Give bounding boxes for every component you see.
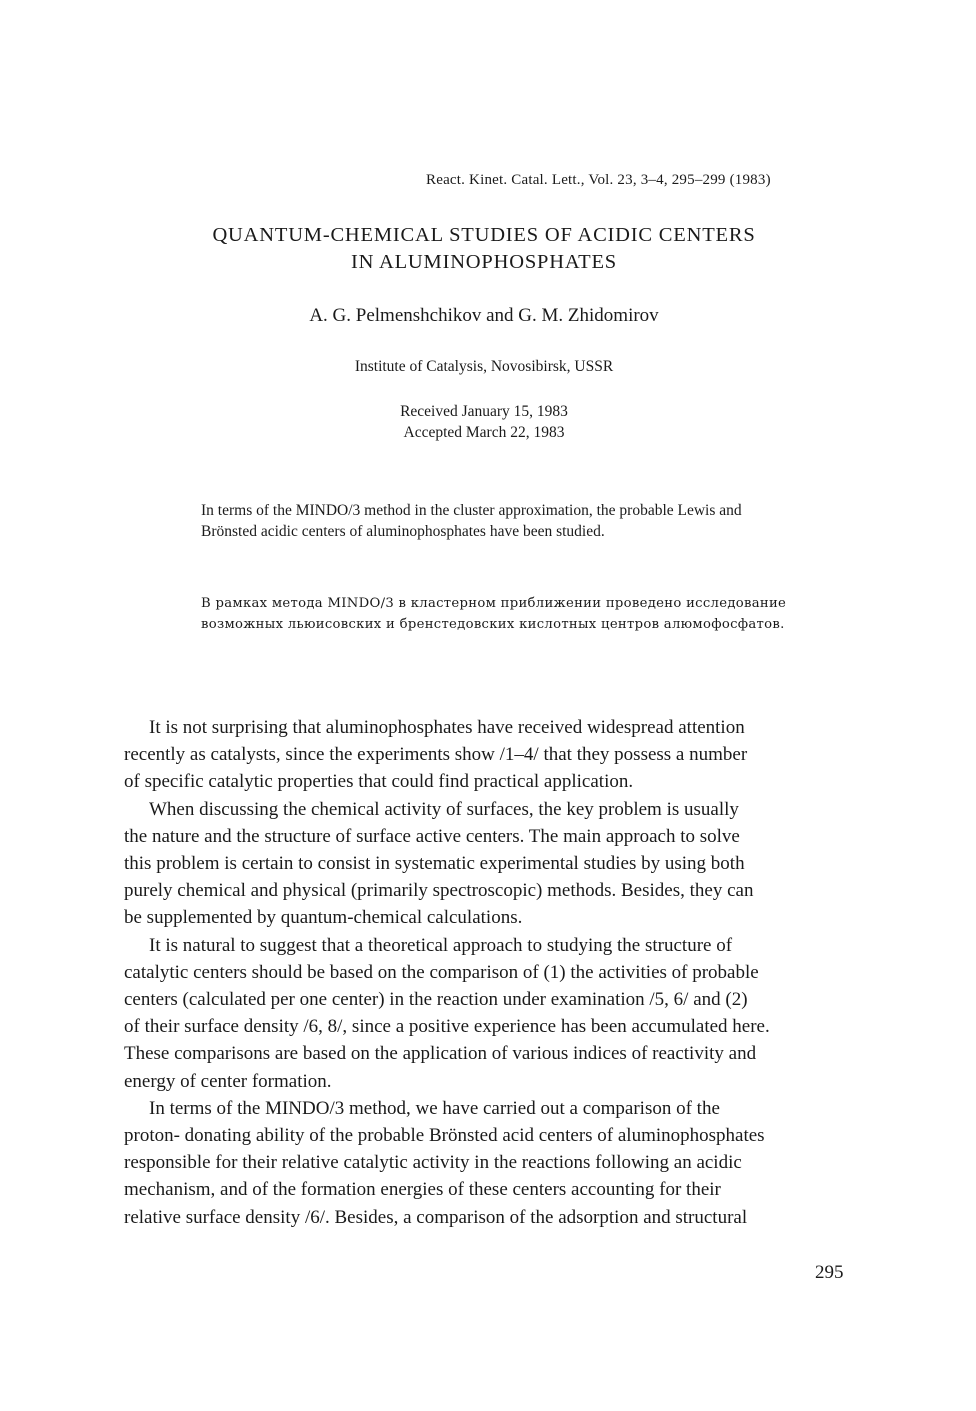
body-line: mechanism, and of the formation energies of these centers accounting for their [124,1179,721,1201]
body-line: be supplemented by quantum-chemical calculations. [124,907,523,929]
dates [120,401,848,443]
body-line: It is not surprising that aluminophosphates have received widespread attention [149,717,745,738]
body-line: of their surface density /6, 8/, since a positive experience has been accumulated here. [124,1016,770,1038]
body-line: It is natural to suggest that a theoretical approach to studying the structure of [149,934,733,956]
body-line: When discussing the chemical activity of surfaces, the key problem is usually [149,798,739,820]
title-line: QUANTUM-CHEMICAL STUDIES OF ACIDIC CENTERS [212,224,756,246]
page-number: 295 [815,1262,844,1283]
abstract-english [201,500,881,542]
body-line: In terms of the MINDO/3 method, we have carried out a comparison of the [149,1097,720,1119]
affiliation: Institute of Catalysis, Novosibirsk, USSR [354,358,614,375]
body-line: relative surface density /6/. Besides, a comparison of the adsorption and structural [124,1206,748,1228]
body-line: of specific catalytic properties that could find practical application. [124,771,634,793]
abstract-line: In terms of the MINDO/3 method in the cluster approximation, the probable Lewis and [201,502,742,519]
body-line: These comparisons are based on the application of various indices of reactivity and [124,1043,757,1065]
abstract-russian [201,593,881,635]
received-date: Received January 15, 1983 [400,403,568,420]
abstract-line: Brönsted acidic centers of aluminophosphates have been studied. [201,523,605,540]
abstract-line: возможных льюисовских и бренстедовских кислотных центров алюмофосфатов. [201,617,785,632]
body-line: this problem is certain to consist in systematic experimental studies by using both [124,853,745,875]
abstract-line: В рамках метода MINDO/3 в кластерном приближении проведено исследование [201,596,787,611]
body-line: energy of center formation. [124,1070,332,1092]
accepted-date: Accepted March 22, 1983 [403,424,565,441]
authors: A. G. Pelmenshchikov and G. M. Zhidomirov [309,305,659,326]
body-line: catalytic centers should be based on the comparison of (1) the activities of probable [124,961,759,983]
title-line: IN ALUMINOPHOSPHATES [350,251,617,273]
body-line: purely chemical and physical (primarily spectroscopic) methods. Besides, they can [124,880,754,902]
journal-citation: React. Kinet. Catal. Lett., Vol. 23, 3–4, 295–299 (1983) [426,172,771,188]
body-line: centers (calculated per one center) in the reaction under examination /5, 6/ and (2) [124,989,748,1011]
body-line: the nature and the structure of surface active centers. The main approach to solve [124,825,740,847]
body-line: recently as catalysts, since the experiments show /1–4/ that they possess a number [124,744,748,766]
body-text [124,714,894,1231]
body-line: responsible for their relative catalytic activity in the reactions following an acidic [124,1152,742,1174]
article-title [120,222,848,276]
body-line: proton- donating ability of the probable Brönsted acid centers of aluminophosphates [124,1125,765,1147]
